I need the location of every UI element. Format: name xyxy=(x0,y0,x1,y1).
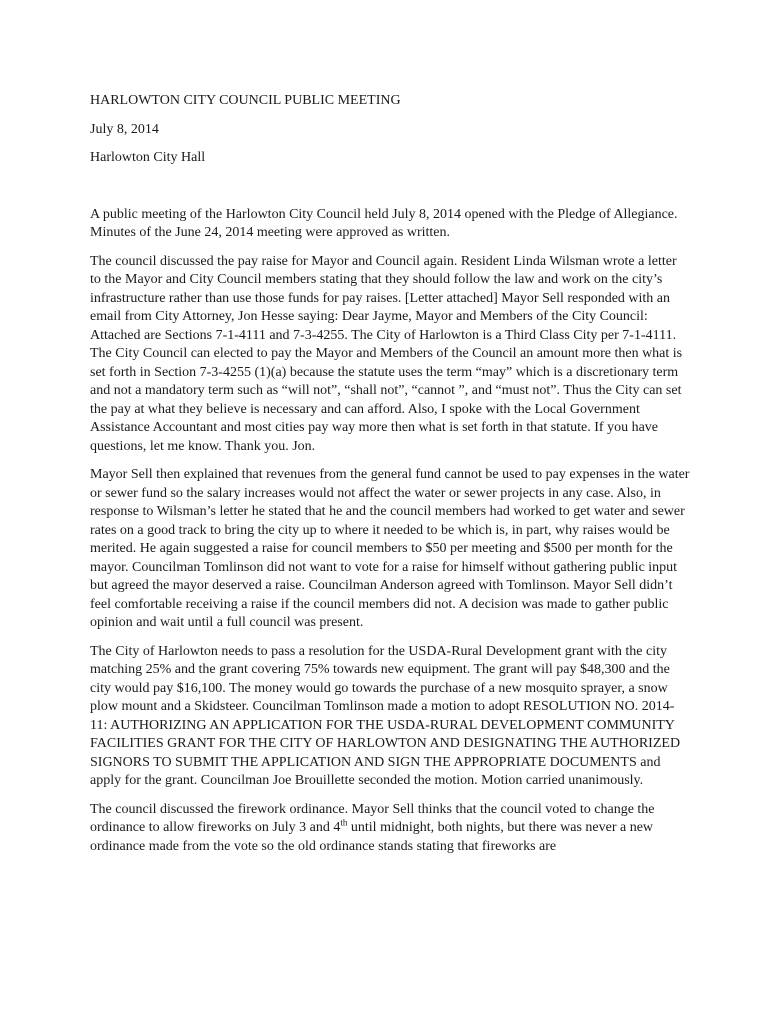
paragraph-fireworks xyxy=(90,801,690,857)
paragraph-opening: A public meeting of the Harlowton City Council held July 8, 2014 opened with the Pledge of Allegiance. Minutes of the June 24, 2014 meeting were approved as written. xyxy=(90,206,678,240)
meeting-location: Harlowton City Hall xyxy=(90,150,206,165)
paragraph-mayor-explanation: Mayor Sell then explained that revenues from the general fund cannot be used to pay expenses in the water or sewer fund so the salary increases would not affect the water or sewer projects in any case. Also, in response to Wilsman’s letter he stated that he and the council members had worked to get water and sewer rates on a good track to bring the city up to where it needed to be which is, in part, why raises would be merited. He again suggested a raise for council members to $50 per meeting and $500 per month for the mayor. Councilman Tomlinson did not want to vote for a raise for himself without gathering public input but agreed the mayor deserved a raise. Councilman Anderson agreed with Tomlinson. Mayor Sell didn’t feel comfortable receiving a raise if the council members did not. A decision was made to gather public opinion and wait until a full council was present. xyxy=(90,467,690,630)
spacer xyxy=(90,178,690,206)
fireworks-text-start: The council discussed the firework ordinance. Mayor Sell thinks that the council voted to change the ordinance to allow fireworks on July 3 and 4 xyxy=(90,801,655,835)
document-body xyxy=(90,92,690,866)
paragraph-pay-raise: The council discussed the pay raise for Mayor and Council again. Resident Linda Wilsman wrote a letter to the Mayor and City Council members stating that they should follow the law and work on the city’s infrastructure rather than use those funds for pay raises. [Letter attached] Mayor Sell responded with an email from City Attorney, Jon Hesse saying: Dear Jayme, Mayor and Members of the City Council: Attached are Sections 7-1-4111 and 7-3-4255. The City of Harlowton is a Third Class City per 7-1-4111. The City Council can elected to pay the Mayor and Members of the Council an amount more then what is set forth in Section 7-3-4255 (1)(a) because the statute uses the term “may” which is a discretionary term and not a mandatory term such as “will not”, “shall not”, “cannot ”, and “must not”. Thus the City can set the pay at what they believe is necessary and can afford. Also, I spoke with the Local Government Assistance Accountant and most cities pay way more then what is set forth in that statute. If you have questions, let me know. Thank you. Jon. xyxy=(90,253,683,454)
meeting-title: HARLOWTON CITY COUNCIL PUBLIC MEETING xyxy=(90,93,401,108)
paragraph-usda-grant: The City of Harlowton needs to pass a resolution for the USDA-Rural Development grant with the city matching 25% and the grant covering 75% towards new equipment. The grant will pay $48,300 and the city would pay $16,100. The money would go towards the purchase of a new mosquito sprayer, a snow plow mount and a Skidsteer. Councilman Tomlinson made a motion to adopt RESOLUTION NO. 2014-11: AUTHORIZING AN APPLICATION FOR THE USDA-RURAL DEVELOPMENT COMMUNITY FACILITIES GRANT FOR THE CITY OF HARLOWTON AND DESIGNATING THE AUTHORIZED SIGNORS TO SUBMIT THE APPLICATION AND SIGN THE APPROPRIATE DOCUMENTS and apply for the grant. Councilman Joe Brouillette seconded the motion. Motion carried unanimously. xyxy=(90,643,681,788)
fireworks-text-end: until midnight, both nights, but there was never a new ordinance made from the vote so the old ordinance stands stating that fireworks are xyxy=(90,820,654,854)
fireworks-superscript: th xyxy=(340,817,348,828)
meeting-date: July 8, 2014 xyxy=(90,121,159,137)
